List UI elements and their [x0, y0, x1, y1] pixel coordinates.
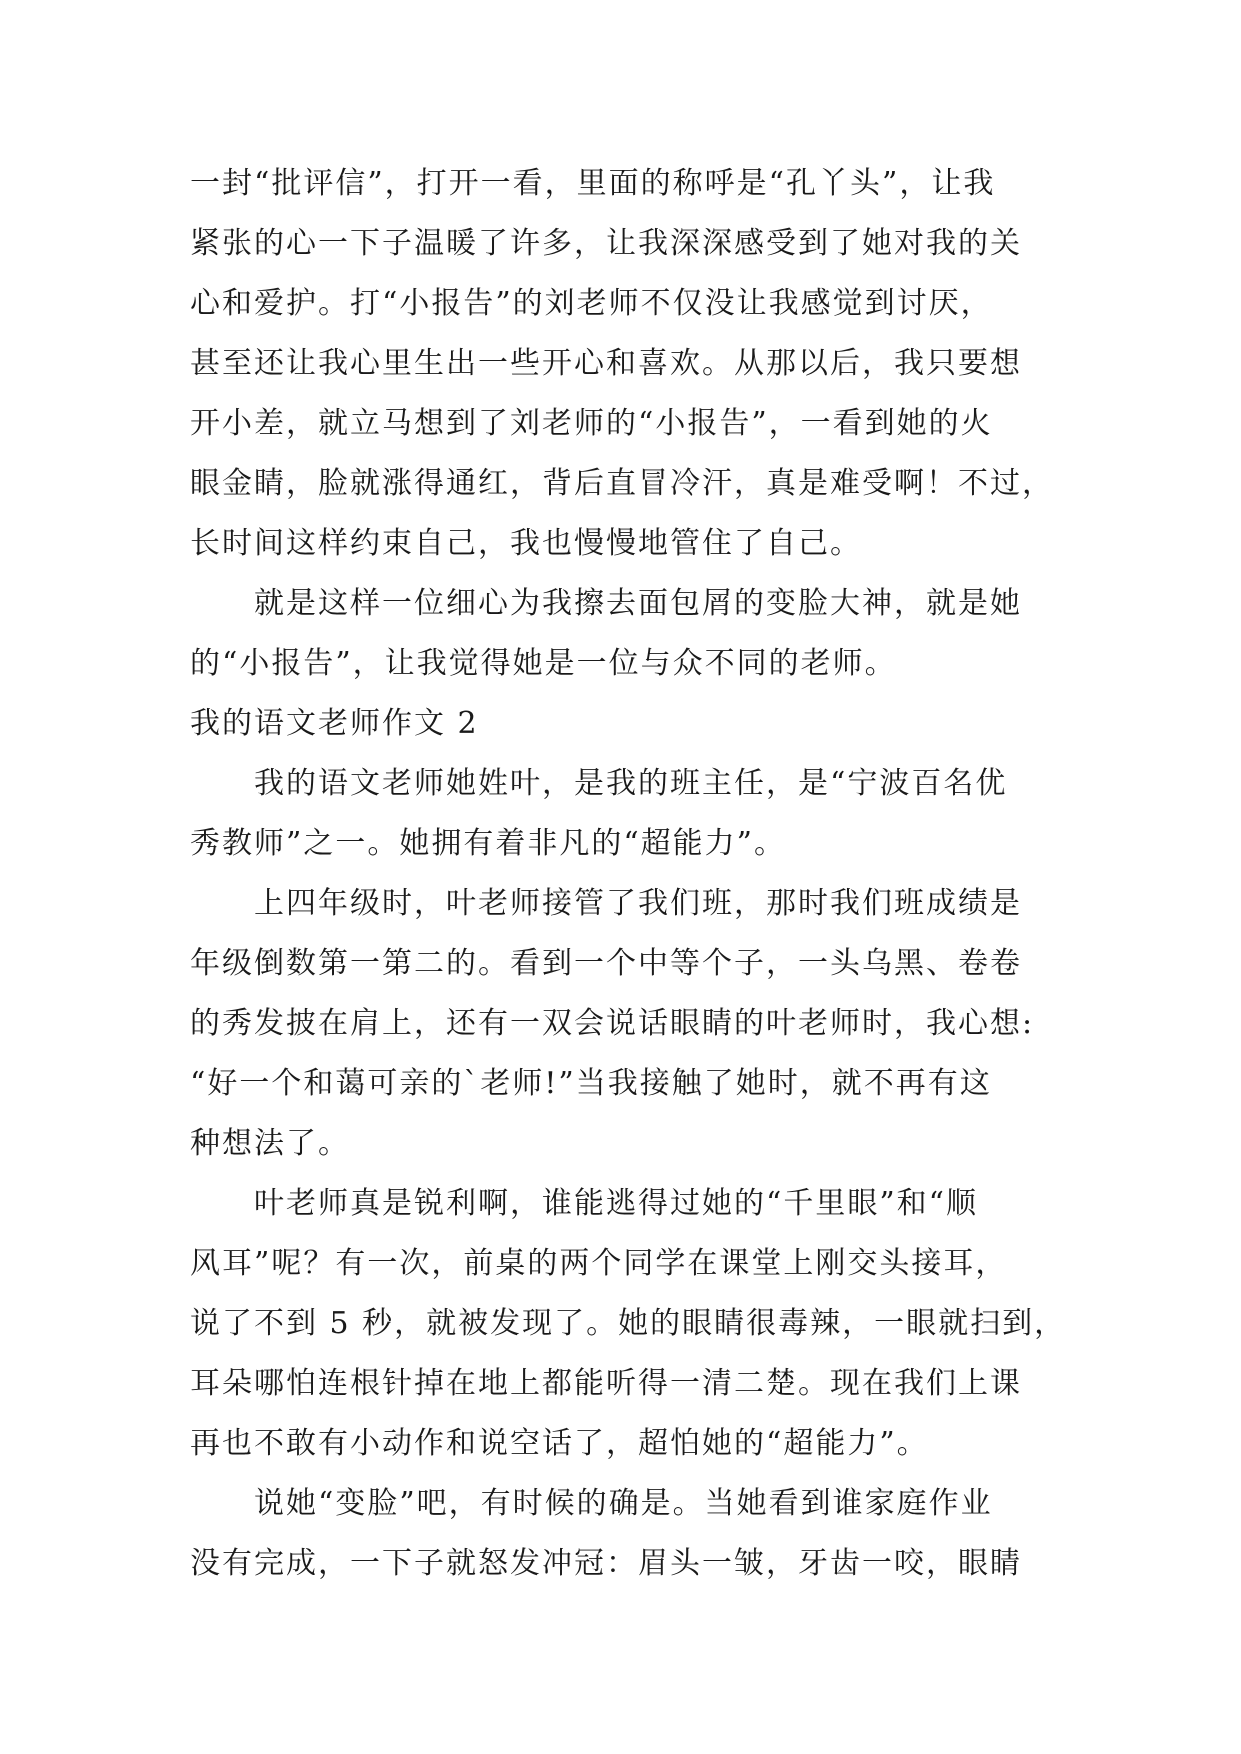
- paragraph-start-line: 上四年级时，叶老师接管了我们班，那时我们班成绩是: [254, 886, 1022, 921]
- text-line: “好一个和蔼可亲的`老师!”当我接触了她时，就不再有这: [190, 1066, 992, 1101]
- essay-body: [190, 154, 1067, 1594]
- paragraph-start-line: 叶老师真是锐利啊，谁能逃得过她的“千里眼”和“顺: [254, 1186, 979, 1221]
- text-line: 一封“批评信”，打开一看，里面的称呼是“孔丫头”，让我: [190, 166, 996, 201]
- text-line: 的“小报告”，让我觉得她是一位与众不同的老师。: [190, 646, 897, 681]
- text-line: 年级倒数第一第二的。看到一个中等个子，一头乌黑、卷卷: [190, 946, 1022, 981]
- text-line: 开小差，就立马想到了刘老师的“小报告”，一看到她的火: [190, 406, 993, 441]
- text-line: 的秀发披在肩上，还有一双会说话眼睛的叶老师时，我心想:: [190, 1006, 1035, 1041]
- paragraph-start-line: 说她“变脸”吧，有时候的确是。当她看到谁家庭作业: [254, 1486, 993, 1521]
- text-line: 甚至还让我心里生出一些开心和喜欢。从那以后，我只要想: [190, 346, 1022, 381]
- text-line: 眼金睛，脸就涨得通红，背后直冒冷汗，真是难受啊！不过，: [190, 466, 1054, 501]
- text-line: 紧张的心一下子温暖了许多，让我深深感受到了她对我的关: [190, 226, 1022, 261]
- paragraph-start-line: 就是这样一位细心为我擦去面包屑的变脸大神，就是她: [254, 586, 1022, 621]
- section-heading: 我的语文老师作文 2: [190, 706, 479, 741]
- paragraph-start-line: 我的语文老师她姓叶，是我的班主任，是“宁波百名优: [254, 766, 1008, 801]
- text-line: 再也不敢有小动作和说空话了，超怕她的“超能力”。: [190, 1426, 929, 1461]
- text-line: 种想法了。: [190, 1126, 350, 1161]
- text-line: 风耳”呢？有一次，前桌的两个同学在课堂上刚交头接耳，: [190, 1246, 1008, 1281]
- text-line: 没有完成，一下子就怒发冲冠：眉头一皱，牙齿一咬，眼睛: [190, 1546, 1022, 1581]
- text-line: 说了不到 5 秒，就被发现了。她的眼睛很毒辣，一眼就扫到，: [190, 1306, 1067, 1341]
- text-line: 耳朵哪怕连根针掉在地上都能听得一清二楚。现在我们上课: [190, 1366, 1022, 1401]
- text-line: 心和爱护。打“小报告”的刘老师不仅没让我感觉到讨厌，: [190, 286, 993, 321]
- text-line: 长时间这样约束自己，我也慢慢地管住了自己。: [190, 526, 862, 561]
- text-line: 秀教师”之一。她拥有着非凡的“超能力”。: [190, 826, 787, 861]
